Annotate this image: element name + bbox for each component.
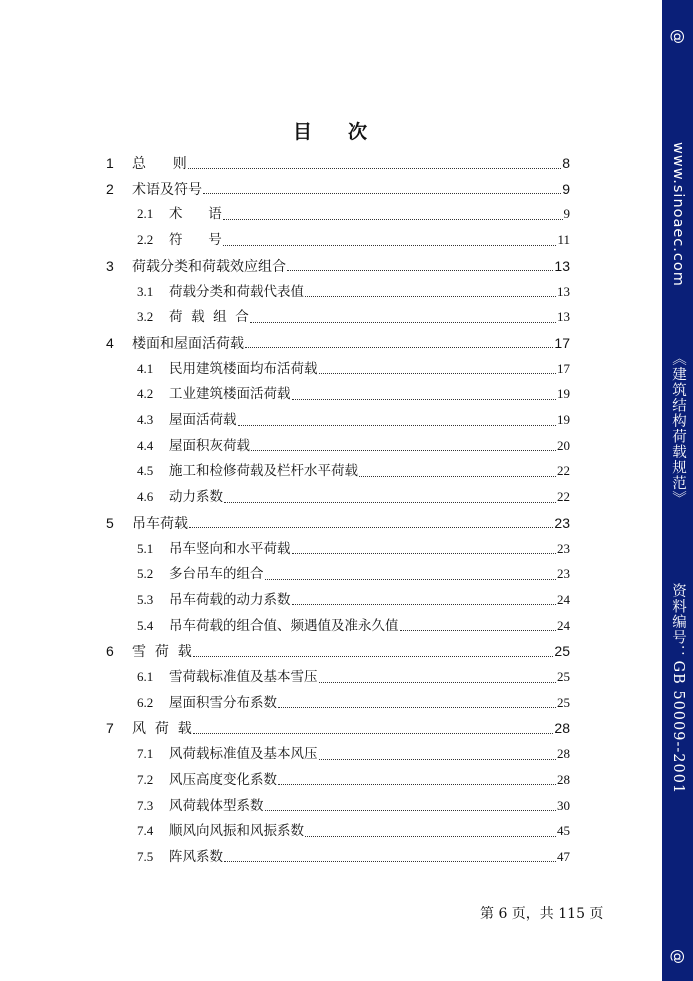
entry-number: 2.2 bbox=[137, 232, 154, 248]
entry-title: 屋面活荷载 bbox=[169, 412, 237, 428]
entry-page-number: 23 bbox=[557, 540, 570, 556]
entry-title: 吊车荷载的组合值、频遇值及准永久值 bbox=[169, 617, 399, 634]
dot-leader bbox=[245, 347, 553, 348]
entry-title: 多台吊车的组合 bbox=[169, 566, 264, 583]
dot-leader bbox=[238, 425, 557, 426]
entry-title: 屋面积灰荷载 bbox=[169, 437, 250, 454]
entry-title: 工业建筑楼面活荷载 bbox=[169, 386, 291, 403]
entry-number: 4.1 bbox=[137, 360, 154, 376]
entry-number: 7.2 bbox=[137, 771, 154, 787]
toc-section-entry[interactable] bbox=[137, 460, 570, 482]
entry-title: 屋面积雪分布系数 bbox=[169, 694, 277, 711]
entry-page-number: 28 bbox=[554, 720, 570, 737]
at-sign-icon: @ bbox=[669, 29, 687, 44]
entry-title: 阵风系数 bbox=[169, 848, 223, 865]
dot-leader bbox=[359, 476, 556, 477]
entry-number: 2 bbox=[106, 180, 114, 197]
entry-number: 5 bbox=[106, 514, 114, 531]
dot-leader bbox=[400, 630, 557, 631]
entry-page-number: 19 bbox=[557, 386, 570, 402]
toc-chapter-entry[interactable] bbox=[106, 255, 570, 277]
toc-section-entry[interactable] bbox=[137, 589, 570, 611]
entry-title: 术语及符号 bbox=[132, 181, 202, 198]
toc-section-entry[interactable] bbox=[137, 306, 570, 328]
entry-page-number: 13 bbox=[557, 283, 570, 299]
dot-leader bbox=[319, 682, 557, 683]
entry-title: 风 荷 载 bbox=[132, 721, 192, 738]
entry-number: 1 bbox=[106, 155, 114, 171]
entry-number: 7.1 bbox=[137, 746, 154, 762]
entry-page-number: 23 bbox=[557, 566, 570, 582]
entry-title: 楼面和屋面活荷载 bbox=[132, 335, 244, 352]
dot-leader bbox=[223, 219, 563, 220]
dot-leader bbox=[203, 193, 561, 194]
dot-leader bbox=[278, 784, 556, 785]
dot-leader bbox=[250, 322, 556, 323]
entry-page-number: 9 bbox=[562, 180, 570, 197]
toc-section-entry[interactable] bbox=[137, 229, 570, 251]
entry-title: 符 号 bbox=[169, 232, 222, 249]
entry-page-number: 19 bbox=[557, 412, 570, 427]
entry-page-number: 17 bbox=[554, 334, 570, 351]
entry-title: 风荷载标准值及基本风压 bbox=[169, 746, 318, 763]
dot-leader bbox=[224, 861, 556, 862]
entry-number: 7.5 bbox=[137, 848, 154, 864]
toc-chapter-entry[interactable] bbox=[106, 717, 570, 739]
toc-title: 目 次 bbox=[292, 121, 370, 143]
entry-number: 5.1 bbox=[137, 540, 154, 556]
entry-number: 6 bbox=[106, 643, 114, 660]
dot-leader bbox=[292, 604, 557, 605]
dot-leader bbox=[224, 502, 556, 503]
toc-section-entry[interactable] bbox=[137, 769, 570, 791]
dot-leader bbox=[265, 579, 557, 580]
toc-chapter-entry[interactable] bbox=[106, 512, 570, 534]
toc-section-entry[interactable] bbox=[137, 846, 570, 868]
entry-number: 3.2 bbox=[137, 309, 154, 325]
side-band bbox=[662, 0, 693, 981]
entry-number: 5.4 bbox=[137, 617, 154, 633]
entry-number: 4.2 bbox=[137, 386, 154, 402]
dot-leader bbox=[223, 245, 557, 246]
dot-leader bbox=[188, 168, 562, 169]
entry-title: 施工和检修荷载及栏杆水平荷载 bbox=[169, 463, 358, 480]
entry-page-number: 25 bbox=[554, 643, 570, 660]
entry-page-number: 30 bbox=[557, 797, 570, 813]
entry-number: 7 bbox=[106, 720, 114, 737]
entry-title: 荷 载 组 合 bbox=[169, 309, 249, 326]
entry-page-number: 22 bbox=[557, 489, 570, 505]
entry-title: 民用建筑楼面均布活荷载 bbox=[169, 360, 318, 377]
entry-page-number: 13 bbox=[557, 309, 570, 325]
entry-number: 3.1 bbox=[137, 283, 154, 299]
entry-page-number: 28 bbox=[557, 746, 570, 762]
entry-title: 荷载分类和荷载代表值 bbox=[169, 283, 304, 300]
entry-number: 4.3 bbox=[137, 412, 154, 427]
dot-leader bbox=[251, 450, 556, 451]
toc-section-entry[interactable] bbox=[137, 692, 570, 714]
entry-number: 7.4 bbox=[137, 823, 154, 839]
toc-section-entry[interactable] bbox=[137, 795, 570, 817]
at-sign-icon: @ bbox=[669, 949, 687, 964]
entry-page-number: 28 bbox=[557, 771, 570, 787]
entry-page-number: 8 bbox=[562, 155, 570, 171]
entry-page-number: 13 bbox=[554, 257, 570, 274]
toc-section-entry[interactable] bbox=[137, 820, 570, 842]
dot-leader bbox=[305, 836, 556, 837]
entry-page-number: 25 bbox=[557, 669, 570, 684]
toc-section-entry[interactable] bbox=[137, 563, 570, 585]
entry-title: 吊车荷载的动力系数 bbox=[169, 591, 291, 608]
entry-page-number: 45 bbox=[557, 823, 570, 839]
toc-section-entry[interactable] bbox=[137, 486, 570, 508]
entry-page-number: 17 bbox=[557, 360, 570, 376]
entry-title: 吊车竖向和水平荷载 bbox=[169, 540, 291, 557]
entry-number: 4.6 bbox=[137, 489, 154, 505]
toc-chapter-entry[interactable] bbox=[106, 332, 570, 354]
entry-number: 4 bbox=[106, 334, 114, 351]
entry-title: 风压高度变化系数 bbox=[169, 771, 277, 788]
entry-number: 4.5 bbox=[137, 463, 154, 479]
toc-section-entry[interactable] bbox=[137, 538, 570, 560]
entry-page-number: 22 bbox=[557, 463, 570, 479]
toc-section-entry[interactable] bbox=[137, 358, 570, 380]
entry-title: 吊车荷载 bbox=[132, 515, 188, 532]
entry-title: 术 语 bbox=[169, 206, 222, 223]
entry-number: 5.3 bbox=[137, 591, 154, 607]
dot-leader bbox=[292, 399, 557, 400]
toc-chapter-entry[interactable] bbox=[106, 640, 570, 662]
dot-leader bbox=[265, 810, 557, 811]
entry-page-number: 25 bbox=[557, 694, 570, 710]
entry-page-number: 47 bbox=[557, 848, 570, 864]
entry-number: 5.2 bbox=[137, 566, 154, 582]
entry-number: 4.4 bbox=[137, 437, 154, 453]
dot-leader bbox=[292, 553, 557, 554]
entry-title: 雪 荷 载 bbox=[132, 644, 192, 661]
toc-section-entry[interactable] bbox=[137, 383, 570, 405]
entry-title: 风荷载体型系数 bbox=[169, 797, 264, 814]
entry-page-number: 9 bbox=[563, 206, 570, 222]
entry-number: 3 bbox=[106, 257, 114, 274]
dot-leader bbox=[193, 656, 554, 657]
entry-number: 7.3 bbox=[137, 797, 154, 813]
dot-leader bbox=[305, 296, 556, 297]
toc-section-entry[interactable] bbox=[137, 666, 570, 688]
toc-section-entry[interactable] bbox=[137, 435, 570, 457]
entry-page-number: 11 bbox=[557, 232, 570, 248]
toc-section-entry[interactable] bbox=[137, 409, 570, 431]
dot-leader bbox=[193, 733, 554, 734]
entry-page-number: 24 bbox=[557, 591, 570, 607]
dot-leader bbox=[189, 527, 553, 528]
toc-section-entry[interactable] bbox=[137, 615, 570, 637]
entry-title: 荷载分类和荷载效应组合 bbox=[132, 258, 286, 275]
toc-section-entry[interactable] bbox=[137, 281, 570, 303]
entry-number: 6.2 bbox=[137, 694, 154, 710]
dot-leader bbox=[319, 759, 557, 760]
dot-leader bbox=[278, 707, 556, 708]
entry-title: 总 则 bbox=[132, 156, 187, 172]
entry-title: 顺风向风振和风振系数 bbox=[169, 823, 304, 840]
entry-page-number: 23 bbox=[554, 514, 570, 531]
side-website: www.sinoaec.com bbox=[670, 142, 686, 287]
entry-number: 2.1 bbox=[137, 206, 154, 222]
toc-chapter-entry[interactable] bbox=[106, 152, 570, 174]
toc-section-entry[interactable] bbox=[137, 743, 570, 765]
side-doc-number: 资料编号：GB 50009--2001 bbox=[670, 583, 686, 795]
entry-title: 雪荷载标准值及基本雪压 bbox=[169, 669, 318, 685]
toc-chapter-entry[interactable] bbox=[106, 178, 570, 200]
entry-page-number: 20 bbox=[557, 437, 570, 453]
dot-leader bbox=[287, 270, 553, 271]
entry-number: 6.1 bbox=[137, 669, 154, 684]
page-footer: 第 6 页，共 115 页 bbox=[480, 906, 604, 922]
entry-page-number: 24 bbox=[557, 617, 570, 633]
toc-section-entry[interactable] bbox=[137, 203, 570, 225]
side-book-title: 《建筑结构荷载规范》 bbox=[670, 351, 686, 506]
dot-leader bbox=[319, 373, 557, 374]
entry-title: 动力系数 bbox=[169, 489, 223, 506]
